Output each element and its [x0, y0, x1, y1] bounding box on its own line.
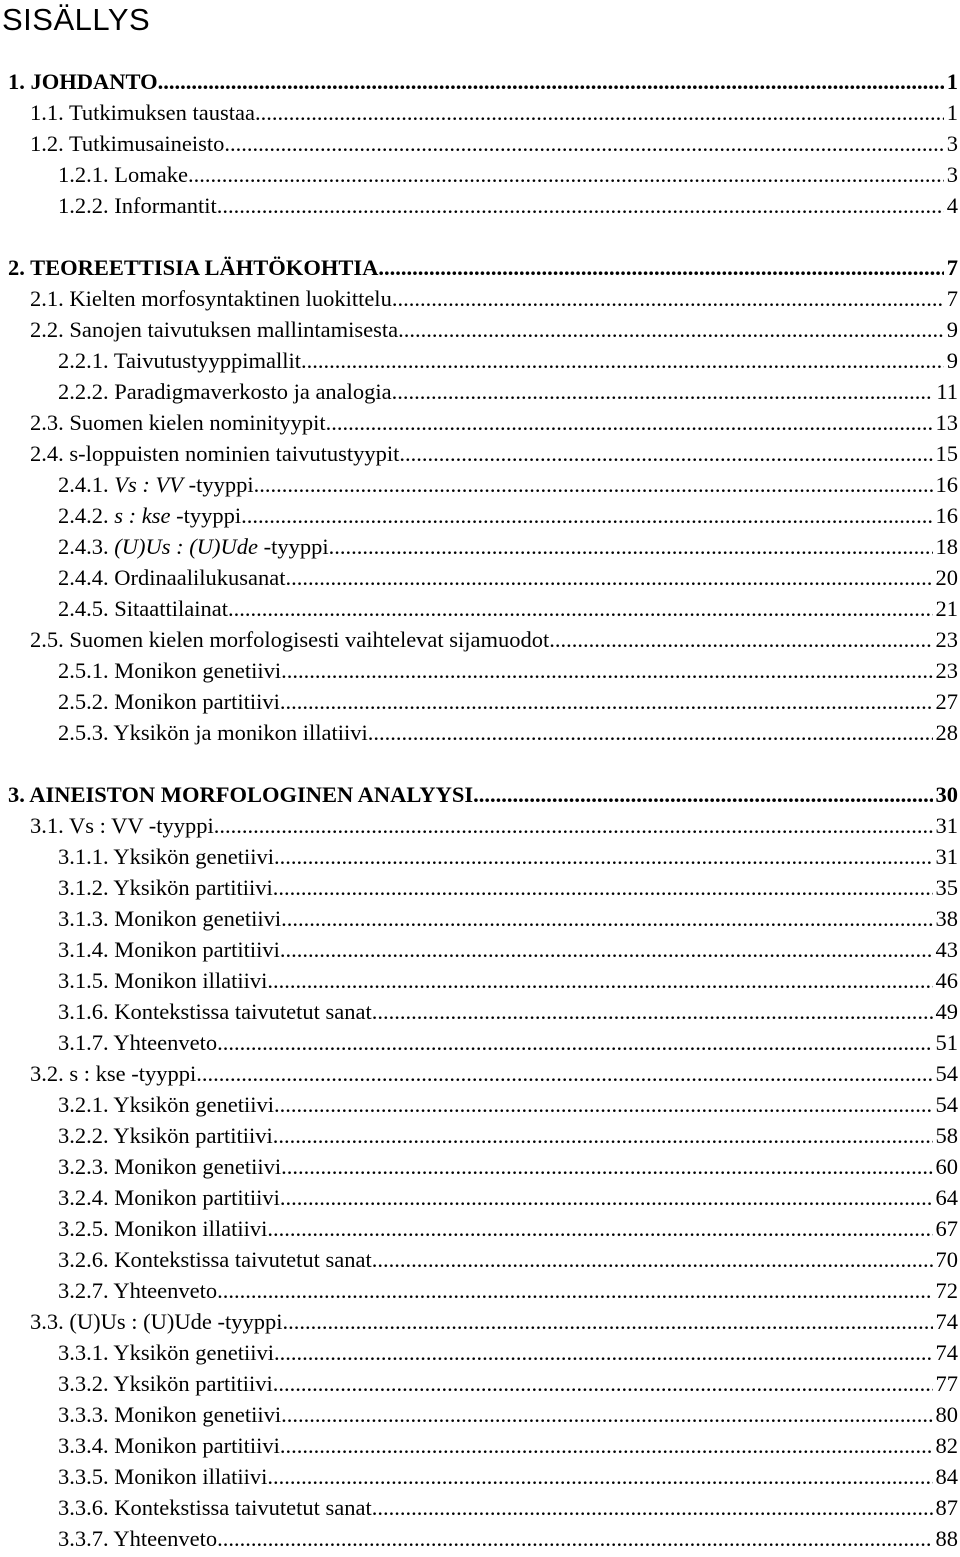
- toc-entry-label: 3.3.4. Monikon partitiivi: [58, 1433, 280, 1458]
- page-title: SISÄLLYS: [2, 2, 151, 37]
- toc-entry-label-italic: (U)Us : (U)Ude: [114, 534, 258, 559]
- dot-leader: [267, 1461, 932, 1492]
- toc-entry-page-number: 54: [935, 1092, 958, 1117]
- toc-entry-page-number: 72: [935, 1278, 958, 1303]
- toc-entry[interactable]: [0, 562, 958, 593]
- toc-entry-page-number: 18: [935, 534, 958, 559]
- toc-entry-page-number: 54: [935, 1061, 958, 1086]
- dot-leader: [255, 97, 944, 128]
- toc-entry[interactable]: [0, 717, 958, 748]
- dot-leader: [273, 1368, 933, 1399]
- toc-entry-label-suffix: -tyyppi: [257, 534, 329, 559]
- toc-entry-page-number: 74: [935, 1309, 958, 1334]
- toc-entry[interactable]: [0, 159, 958, 190]
- toc-entry[interactable]: [0, 593, 958, 624]
- dot-leader: [217, 1275, 932, 1306]
- toc-entry-label: 2. TEOREETTISIA LÄHTÖKOHTIA: [8, 255, 379, 280]
- toc-entry-page-number: 16: [935, 503, 958, 528]
- toc-entry-label: 3.1.6. Kontekstissa taivutetut sanat: [58, 999, 372, 1024]
- toc-entry-label: 3.3.7. Yhteenveto: [58, 1526, 218, 1551]
- toc-entry[interactable]: [0, 1275, 958, 1306]
- toc-entry[interactable]: [0, 376, 958, 407]
- toc-entry[interactable]: [0, 500, 958, 531]
- dot-leader: [285, 562, 932, 593]
- toc-entry-label-italic: s : kse: [114, 503, 171, 528]
- toc-entry-page-number: 15: [935, 441, 958, 466]
- toc-entry-label: 2.4.4. Ordinaalilukusanat: [58, 565, 286, 590]
- toc-entry-label: 2.5.3. Yksikön ja monikon illatiivi: [58, 720, 368, 745]
- toc-entry[interactable]: [0, 128, 958, 159]
- toc-entry-page-number: 88: [935, 1526, 958, 1551]
- toc-entry[interactable]: [0, 1120, 958, 1151]
- toc-entry[interactable]: [0, 1306, 958, 1337]
- toc-entry[interactable]: [0, 1027, 958, 1058]
- toc-entry-page-number: 67: [935, 1216, 958, 1241]
- toc-entry-label-suffix: -tyyppi: [170, 503, 242, 528]
- dot-leader: [217, 1027, 932, 1058]
- dot-leader: [372, 1244, 933, 1275]
- toc-entry-label: 3.3.6. Kontekstissa taivutetut sanat: [58, 1495, 372, 1520]
- toc-entry-label: 3.2.7. Yhteenveto: [58, 1278, 218, 1303]
- toc-entry[interactable]: [0, 1368, 958, 1399]
- dot-leader: [398, 314, 944, 345]
- dot-leader: [214, 810, 933, 841]
- toc-entry[interactable]: [0, 283, 958, 314]
- toc-entry-label: 3.1.7. Yhteenveto: [58, 1030, 218, 1055]
- toc-entry-page-number: 9: [946, 317, 958, 342]
- toc-entry-page-number: 4: [946, 193, 958, 218]
- toc-entry[interactable]: [0, 655, 958, 686]
- toc-entry[interactable]: [0, 97, 958, 128]
- toc-entry-label: 3.1.1. Yksikön genetiivi: [58, 844, 275, 869]
- toc-entry-label: 2.5.2. Monikon partitiivi: [58, 689, 280, 714]
- toc-entry-page-number: 23: [935, 658, 958, 683]
- toc-entry[interactable]: [0, 252, 958, 283]
- toc-entry-label: 2.4.3. (U)Us : (U)Ude -tyyppi: [58, 534, 329, 559]
- toc-entry-label: 2.4.2. s : kse -tyyppi: [58, 503, 242, 528]
- toc-entry[interactable]: [0, 624, 958, 655]
- toc-entry[interactable]: [0, 872, 958, 903]
- toc-entry-page-number: 70: [935, 1247, 958, 1272]
- dot-leader: [392, 376, 934, 407]
- toc-entry[interactable]: [0, 469, 958, 500]
- toc-entry-page-number: 1: [946, 100, 958, 125]
- dot-leader: [549, 624, 932, 655]
- toc-entry-label: 1. JOHDANTO: [8, 69, 158, 94]
- dot-leader: [368, 717, 933, 748]
- toc-entry-page-number: 38: [935, 906, 958, 931]
- toc-entry-page-number: 3: [946, 162, 958, 187]
- toc-entry[interactable]: [0, 1461, 958, 1492]
- dot-leader: [281, 1151, 932, 1182]
- toc-entry[interactable]: [0, 531, 958, 562]
- toc-entry-label: 3.1.5. Monikon illatiivi: [58, 968, 268, 993]
- toc-entry-label: 3.3.5. Monikon illatiivi: [58, 1464, 268, 1489]
- toc-entry[interactable]: [0, 1337, 958, 1368]
- toc-entry-label: 1.2. Tutkimusaineisto: [30, 131, 225, 156]
- toc-entry-page-number: 7: [946, 286, 958, 311]
- toc-entry-page-number: 74: [935, 1340, 958, 1365]
- toc-entry-label: 2.2.2. Paradigmaverkosto ja analogia: [58, 379, 392, 404]
- toc-entry[interactable]: [0, 996, 958, 1027]
- toc-entry-label: 3.1.2. Yksikön partitiivi: [58, 875, 273, 900]
- toc-entry[interactable]: [0, 1089, 958, 1120]
- dot-leader: [326, 407, 933, 438]
- toc-entry[interactable]: [0, 1399, 958, 1430]
- dot-leader: [274, 841, 932, 872]
- toc-entry[interactable]: [0, 1213, 958, 1244]
- toc-entry-page-number: 31: [935, 813, 958, 838]
- dot-leader: [473, 779, 932, 810]
- dot-leader: [217, 190, 944, 221]
- toc-entry[interactable]: [0, 66, 958, 97]
- toc-entry[interactable]: [0, 1492, 958, 1523]
- toc-entry-label: 3.1. Vs : VV -tyyppi: [30, 813, 214, 838]
- toc-entry-page-number: 20: [935, 565, 958, 590]
- toc-entry[interactable]: [0, 934, 958, 965]
- toc-entry-label: 2.4.5. Sitaattilainat: [58, 596, 228, 621]
- dot-leader: [372, 1492, 933, 1523]
- dot-leader: [301, 345, 944, 376]
- toc-entry-page-number: 3: [946, 131, 958, 156]
- toc-entry-label: 3.3.3. Monikon genetiivi: [58, 1402, 282, 1427]
- dot-leader: [254, 469, 933, 500]
- dot-leader: [196, 1058, 932, 1089]
- dot-leader: [158, 66, 944, 97]
- toc-entry-label: 3.1.3. Monikon genetiivi: [58, 906, 282, 931]
- toc-entry-page-number: 43: [935, 937, 958, 962]
- dot-leader: [329, 531, 933, 562]
- dot-leader: [241, 500, 932, 531]
- toc-entry-label: 3.2.4. Monikon partitiivi: [58, 1185, 280, 1210]
- toc-entry-page-number: 82: [935, 1433, 958, 1458]
- toc-entry-label: 1.2.2. Informantit: [58, 193, 217, 218]
- toc-entry-label: 3.2.3. Monikon genetiivi: [58, 1154, 282, 1179]
- dot-leader: [281, 903, 932, 934]
- toc-entry-label: 2.2.1. Taivutustyyppimallit: [58, 348, 302, 373]
- toc-entry-label: 3. AINEISTON MORFOLOGINEN ANALYYSI: [8, 782, 474, 807]
- dot-leader: [280, 1430, 933, 1461]
- dot-leader: [273, 872, 933, 903]
- toc-entry-label: 2.4. s-loppuisten nominien taivutustyypit: [30, 441, 400, 466]
- toc-entry-label: 2.4.1. Vs : VV -tyyppi: [58, 472, 254, 497]
- dot-leader: [274, 1337, 932, 1368]
- toc-entry-page-number: 87: [935, 1495, 958, 1520]
- toc-entry-page-number: 46: [935, 968, 958, 993]
- toc-entry-page-number: 58: [935, 1123, 958, 1148]
- toc-entry-page-number: 51: [935, 1030, 958, 1055]
- toc-entry-page-number: 27: [935, 689, 958, 714]
- toc-entry-label: 3.2.1. Yksikön genetiivi: [58, 1092, 275, 1117]
- toc-entry[interactable]: [0, 903, 958, 934]
- toc-entry-page-number: 13: [935, 410, 958, 435]
- toc-entry-label: 3.3.2. Yksikön partitiivi: [58, 1371, 273, 1396]
- toc-entry-label: 3.2.6. Kontekstissa taivutetut sanat: [58, 1247, 372, 1272]
- dot-leader: [372, 996, 933, 1027]
- toc-entry-page-number: 77: [935, 1371, 958, 1396]
- toc-entry[interactable]: [0, 190, 958, 221]
- toc-entry[interactable]: [0, 841, 958, 872]
- toc-entry[interactable]: [0, 345, 958, 376]
- toc-entry-page-number: 21: [935, 596, 958, 621]
- toc-entry-page-number: 84: [935, 1464, 958, 1489]
- toc-entry-page-number: 11: [936, 379, 958, 404]
- toc-entry-label-suffix: -tyyppi: [182, 472, 254, 497]
- dot-leader: [282, 1306, 932, 1337]
- dot-leader: [224, 128, 943, 159]
- toc-entry-page-number: 64: [935, 1185, 958, 1210]
- toc-entry-label: 3.2.2. Yksikön partitiivi: [58, 1123, 273, 1148]
- toc-entry[interactable]: [0, 686, 958, 717]
- toc-entry[interactable]: [0, 1523, 958, 1554]
- toc-entry[interactable]: [0, 779, 958, 810]
- dot-leader: [392, 283, 944, 314]
- toc-entry-page-number: 16: [935, 472, 958, 497]
- dot-leader: [280, 1182, 933, 1213]
- toc-entry-page-number: 31: [935, 844, 958, 869]
- toc-entry[interactable]: [0, 1430, 958, 1461]
- toc-entry-label: 2.2. Sanojen taivutuksen mallintamisesta: [30, 317, 399, 342]
- dot-leader: [217, 1523, 932, 1554]
- toc-entry-label: 3.2. s : kse -tyyppi: [30, 1061, 197, 1086]
- toc-entry-label: 3.1.4. Monikon partitiivi: [58, 937, 280, 962]
- toc-entry[interactable]: [0, 407, 958, 438]
- dot-leader: [378, 252, 943, 283]
- toc-entry-page-number: 23: [935, 627, 958, 652]
- dot-leader: [228, 593, 933, 624]
- dot-leader: [280, 934, 933, 965]
- dot-leader: [280, 686, 933, 717]
- dot-leader: [281, 1399, 932, 1430]
- dot-leader: [267, 1213, 932, 1244]
- toc-entry-label: 3.2.5. Monikon illatiivi: [58, 1216, 268, 1241]
- toc-entry-label: 2.5.1. Monikon genetiivi: [58, 658, 282, 683]
- toc-entry-page-number: 9: [946, 348, 958, 373]
- toc-entry-label: 1.2.1. Lomake: [58, 162, 188, 187]
- toc-entry-label: 2.1. Kielten morfosyntaktinen luokittelu: [30, 286, 392, 311]
- toc-entry-page-number: 60: [935, 1154, 958, 1179]
- dot-leader: [267, 965, 932, 996]
- dot-leader: [273, 1120, 933, 1151]
- toc-entry[interactable]: [0, 1182, 958, 1213]
- toc-entry[interactable]: [0, 438, 958, 469]
- dot-leader: [399, 438, 932, 469]
- toc-entry-label: 2.5. Suomen kielen morfologisesti vaihtelevat sijamuodot: [30, 627, 550, 652]
- toc-entry-label-italic: Vs : VV: [114, 472, 183, 497]
- dot-leader: [281, 655, 932, 686]
- toc-entry-label: 2.3. Suomen kielen nominityypit: [30, 410, 326, 435]
- toc-entry-page-number: 30: [935, 782, 958, 807]
- toc-entry-label: 3.3. (U)Us : (U)Ude -tyyppi: [30, 1309, 283, 1334]
- toc-entry[interactable]: [0, 314, 958, 345]
- toc-entry-page-number: 1: [946, 69, 958, 94]
- toc-entry-page-number: 49: [935, 999, 958, 1024]
- toc-entry-page-number: 7: [946, 255, 958, 280]
- toc-entry[interactable]: [0, 1151, 958, 1182]
- toc-entry[interactable]: [0, 965, 958, 996]
- dot-leader: [274, 1089, 932, 1120]
- dot-leader: [188, 159, 944, 190]
- toc-entry-page-number: 80: [935, 1402, 958, 1427]
- toc-entry-page-number: 35: [935, 875, 958, 900]
- toc-entry-page-number: 28: [935, 720, 958, 745]
- toc-entry[interactable]: [0, 810, 958, 841]
- toc-entry[interactable]: [0, 1244, 958, 1275]
- toc-entry-label: 1.1. Tutkimuksen taustaa: [30, 100, 256, 125]
- toc-entry-label: 3.3.1. Yksikön genetiivi: [58, 1340, 275, 1365]
- toc-entry[interactable]: [0, 1058, 958, 1089]
